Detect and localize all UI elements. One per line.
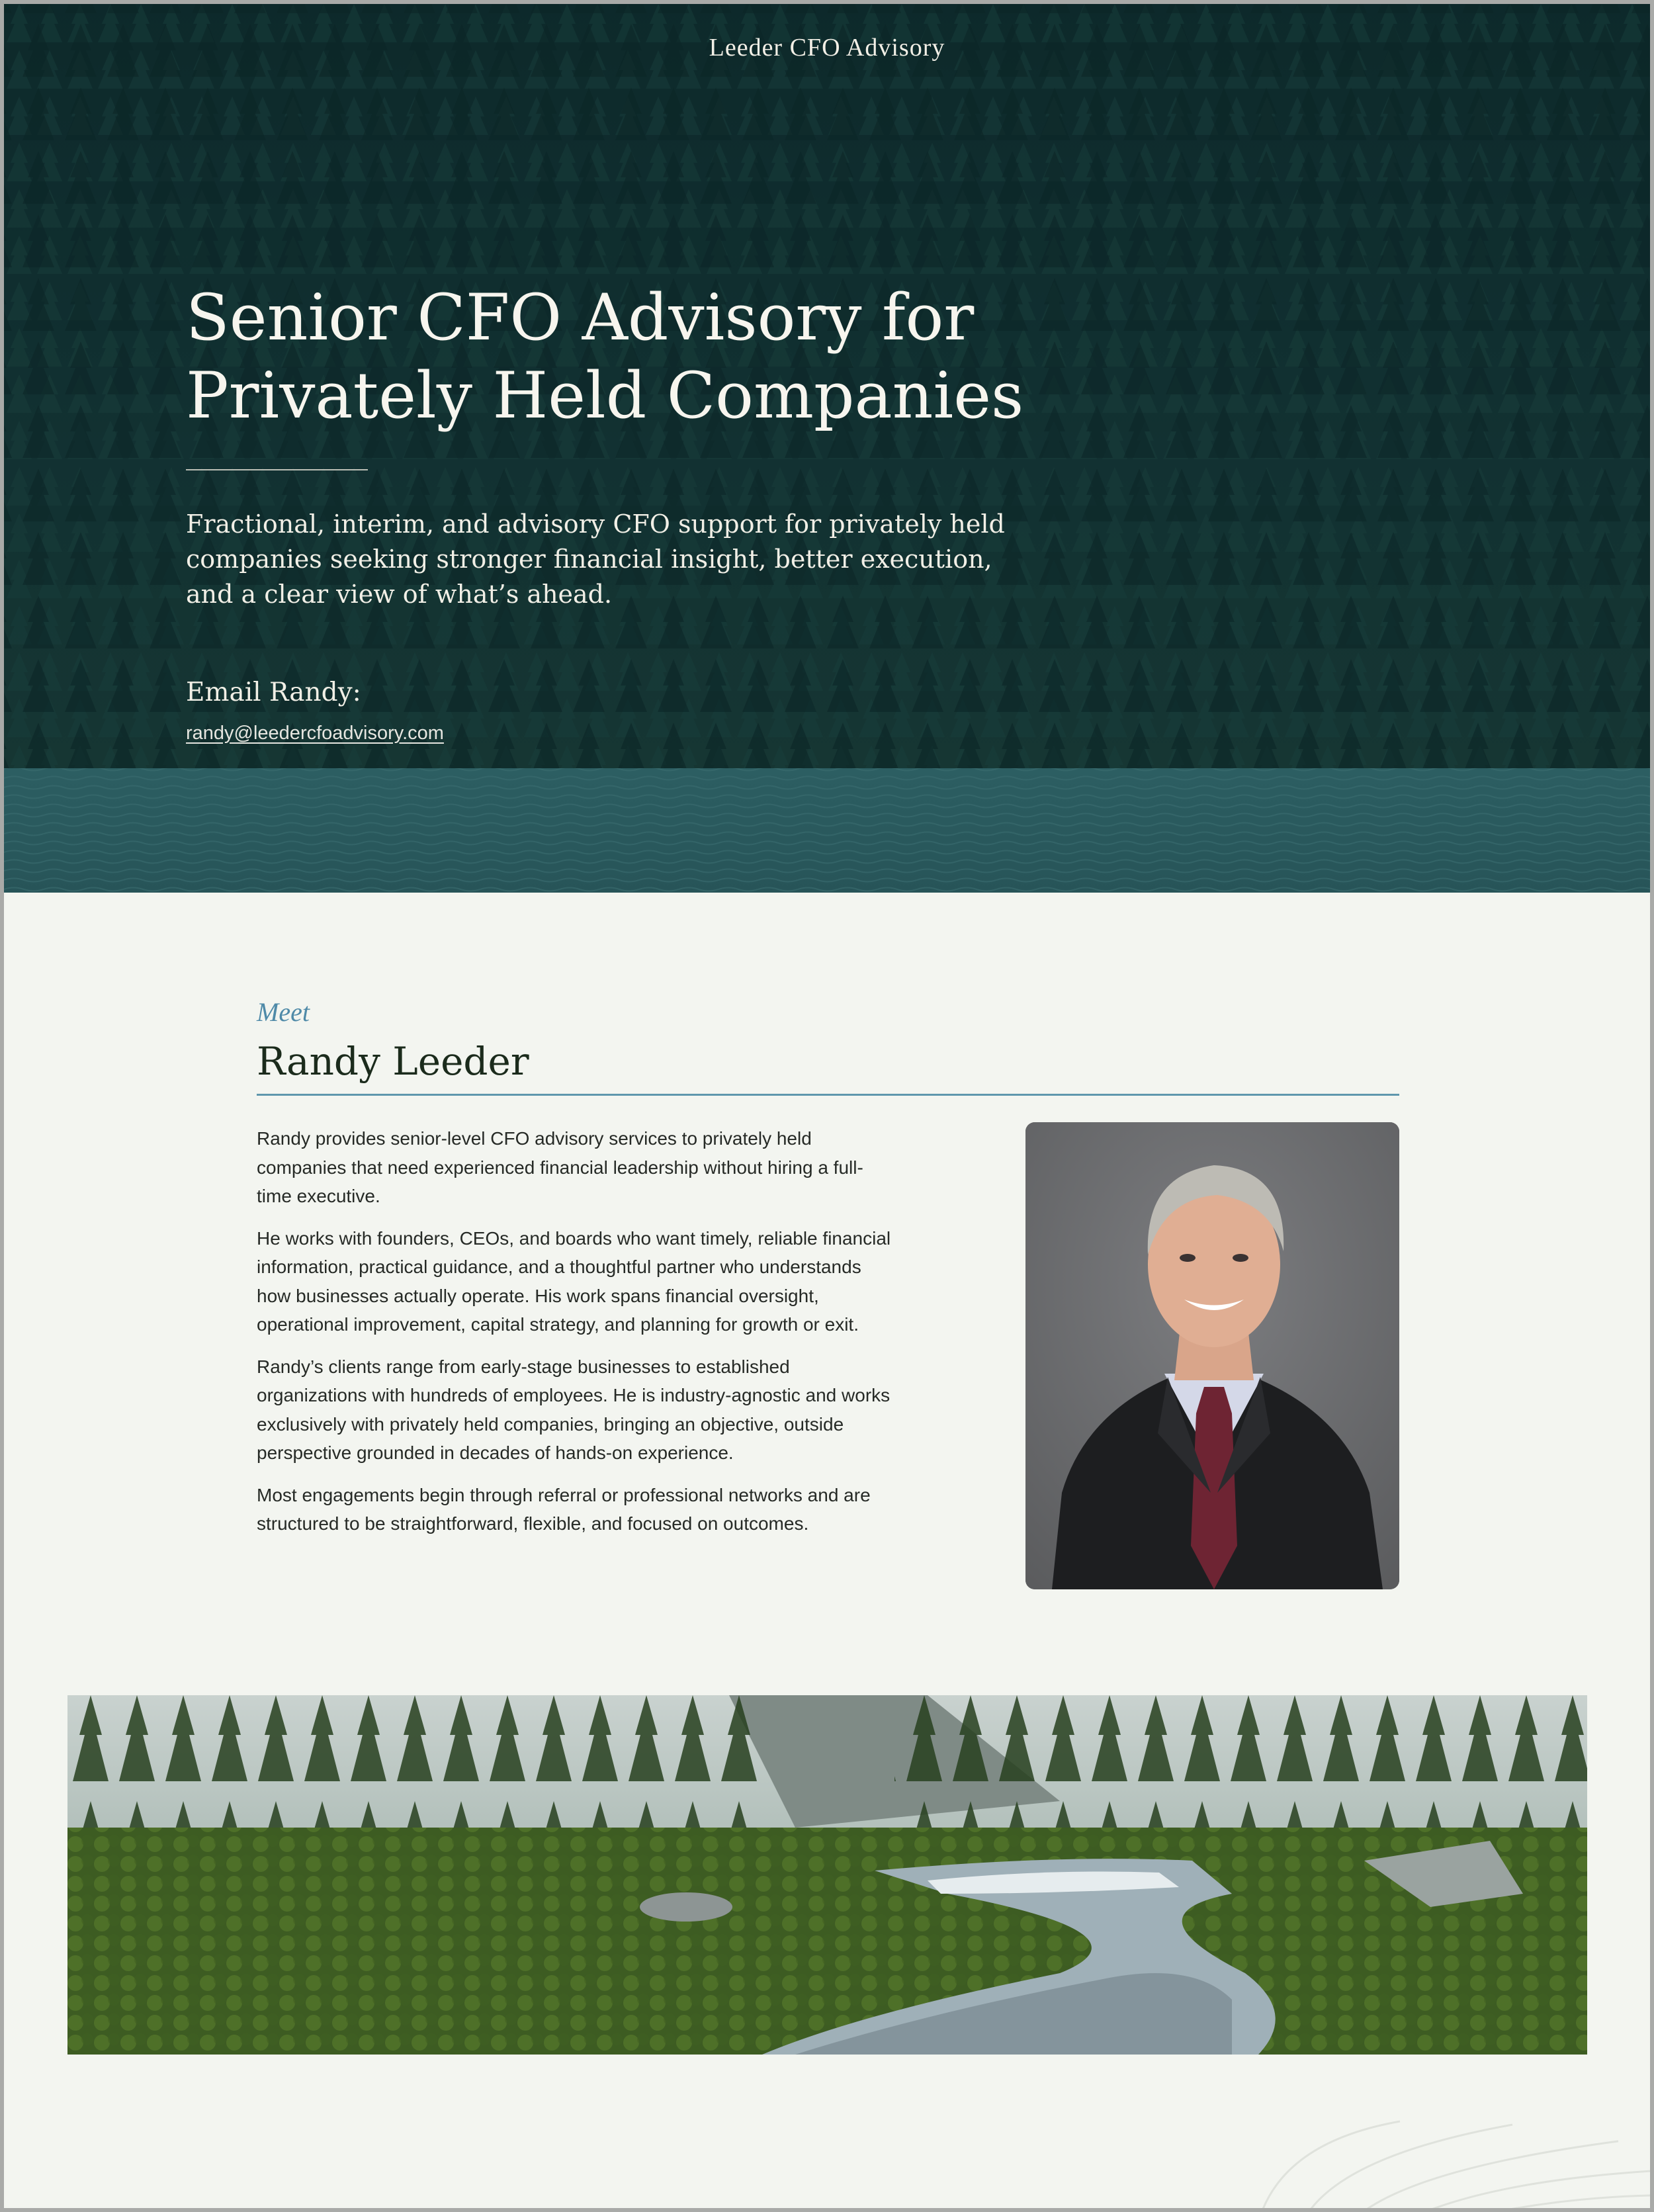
bio-paragraph: Randy’s clients range from early-stage businesses to established organizations with hundreds of employees. He is industry-agnostic and works exclusively with privately held companies, bringing an objective, outside perspective grounded in decades of hands-on experience. [257,1356,891,1463]
bio-paragraph: Most engagements begin through referral or professional networks and are structured to be straightforward, flexible, and focused on outcomes. [257,1484,871,1534]
hero-subheading: Fractional, interim, and advisory CFO support for privately held companies seeking stronger financial insight, better execution, and a clear view of what’s ahead. [186,509,1005,609]
hero-section [4,4,1650,893]
page-frame [4,4,1650,2208]
meet-divider [257,1094,1399,1096]
meet-name-heading: Randy Leeder [257,1039,529,1084]
portrait-photo [1025,1122,1399,1589]
portrait-illustration [1025,1122,1399,1589]
site-title[interactable]: Leeder CFO Advisory [709,34,945,62]
email-link[interactable]: randy@leedercfoadvisory.com [186,723,444,744]
bio-paragraph: Randy provides senior-level CFO advisory services to privately held companies that need experienced financial leadership without hiring a full-time executive. [257,1128,863,1206]
decorative-lines [1248,2115,1650,2208]
bio-paragraph: He works with founders, CEOs, and boards who want timely, reliable financial information, practical guidance, and a thoughtful partner who understands how businesses actually operate. His work spans financial oversight, operational improvement, capital strategy, and planning for growth or exit. [257,1227,891,1335]
bio-text [257,1124,892,1552]
hero-heading: Senior CFO Advisory for Privately Held Companies [186,281,1024,433]
mountain-stream-image [67,1695,1587,2055]
landscape-banner [67,1695,1587,2055]
hero-divider [186,469,368,470]
meet-kicker: Meet [257,997,310,1027]
email-label: Email Randy: [186,678,361,707]
forest-lake-background [4,4,1650,893]
